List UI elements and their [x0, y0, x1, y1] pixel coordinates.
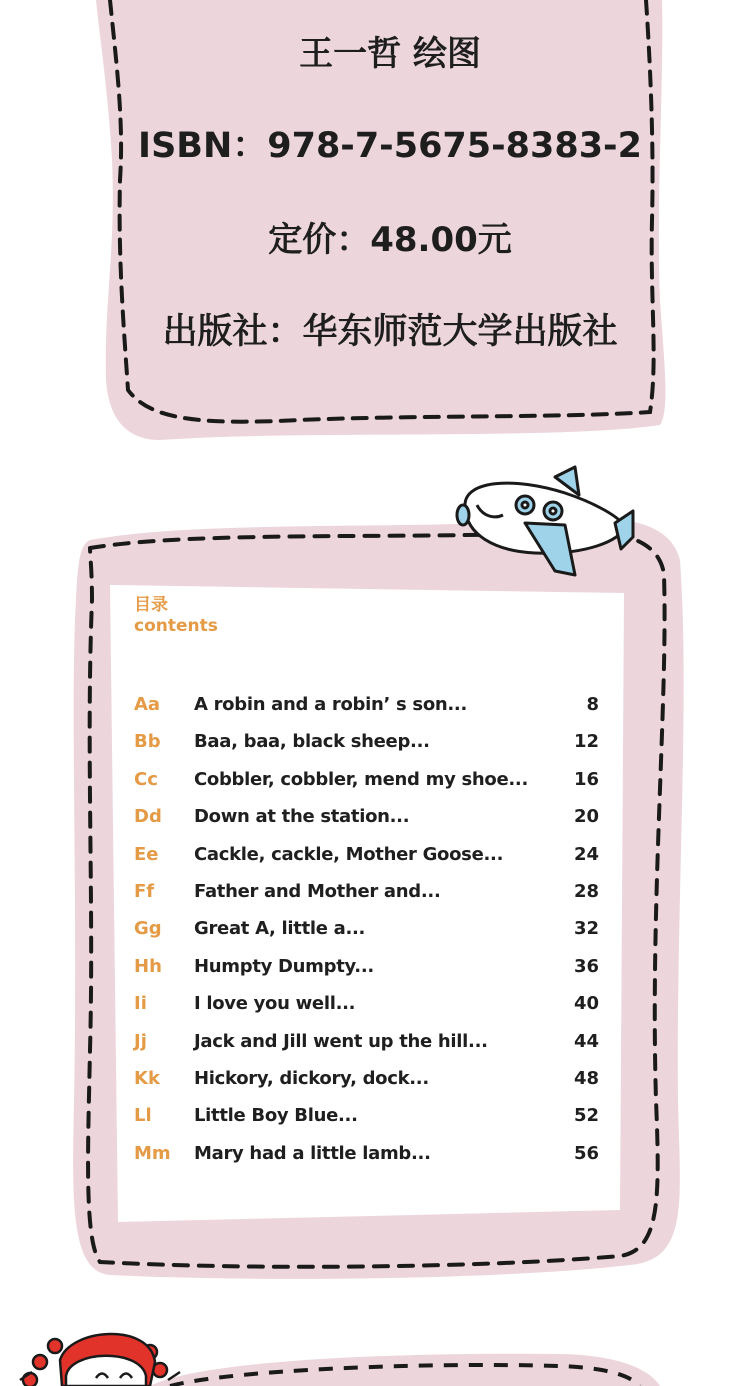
table-of-contents [112, 588, 622, 1218]
toc-entry-page: 44 [573, 1031, 599, 1052]
toc-entry-title: Little Boy Blue... [194, 1105, 358, 1126]
toc-entry-title: Mary had a little lamb... [194, 1143, 431, 1164]
toc-entry-title: Cobbler, cobbler, mend my shoe... [194, 769, 528, 790]
toc-entry-title: Down at the station... [194, 806, 410, 827]
toc-entry-letter: Ff [134, 881, 155, 902]
toc-entry-title: Cackle, cackle, Mother Goose... [194, 844, 504, 865]
toc-entry [134, 694, 599, 724]
toc-entry [134, 1031, 599, 1061]
toc-entry-title: I love you well... [194, 993, 356, 1014]
bottom-card-background [150, 1354, 660, 1386]
toc-entry [134, 806, 599, 836]
toc-entry-title: Humpty Dumpty... [194, 956, 374, 977]
toc-entry-page: 20 [573, 806, 599, 827]
toc-entry-page: 40 [573, 993, 599, 1014]
toc-entry-title: Baa, baa, black sheep... [194, 731, 430, 752]
toc-entry [134, 1105, 599, 1135]
toc-entry-title: Jack and Jill went up the hill... [194, 1031, 488, 1052]
toc-entry-letter: Cc [134, 769, 158, 790]
toc-entry [134, 769, 599, 799]
toc-entry-title: Father and Mother and... [194, 881, 441, 902]
toc-entry [134, 731, 599, 761]
toc-entry-letter: Jj [134, 1031, 147, 1052]
toc-entry-page: 32 [573, 918, 599, 939]
toc-entry [134, 844, 599, 874]
toc-entry-letter: Ee [134, 844, 159, 865]
toc-entry-letter: Gg [134, 918, 162, 939]
toc-entry-title: A robin and a robin’ s son... [194, 694, 468, 715]
toc-entry-title: Great A, little a... [194, 918, 366, 939]
toc-entry [134, 1143, 599, 1173]
toc-entry-letter: Hh [134, 956, 162, 977]
toc-entry-page: 28 [573, 881, 599, 902]
toc-entry-page: 24 [573, 844, 599, 865]
isbn-text: ISBN：978-7-5675-8383-2 [138, 126, 642, 166]
toc-entry [134, 956, 599, 986]
publisher-text: 出版社：华东师范大学出版社 [162, 312, 618, 352]
toc-entry-letter: Kk [134, 1068, 160, 1089]
illustrator-credit: 王一哲 绘图 [299, 34, 481, 74]
toc-entry [134, 918, 599, 948]
toc-entry-page: 12 [573, 731, 599, 752]
toc-entry [134, 1068, 599, 1098]
toc-entry-page: 52 [573, 1105, 599, 1126]
toc-title-chinese: 目录 [134, 595, 168, 615]
toc-entry-page: 8 [586, 694, 599, 715]
toc-entry-page: 56 [573, 1143, 599, 1164]
toc-entry [134, 881, 599, 911]
toc-entry [134, 993, 599, 1023]
toc-entry-page: 16 [573, 769, 599, 790]
toc-entry-letter: Aa [134, 694, 161, 715]
toc-entry-page: 48 [573, 1068, 599, 1089]
toc-entry-page: 36 [573, 956, 599, 977]
girl-character-icon [20, 1334, 180, 1386]
toc-entry-letter: Mm [134, 1143, 171, 1164]
toc-entry-letter: Bb [134, 731, 161, 752]
price-text: 定价：48.00元 [268, 220, 512, 260]
toc-entry-title: Hickory, dickory, dock... [194, 1068, 429, 1089]
toc-title-english: contents [134, 616, 218, 636]
toc-entry-letter: Ii [134, 993, 147, 1014]
toc-entry-letter: Dd [134, 806, 162, 827]
toc-entry-letter: Ll [134, 1105, 152, 1126]
